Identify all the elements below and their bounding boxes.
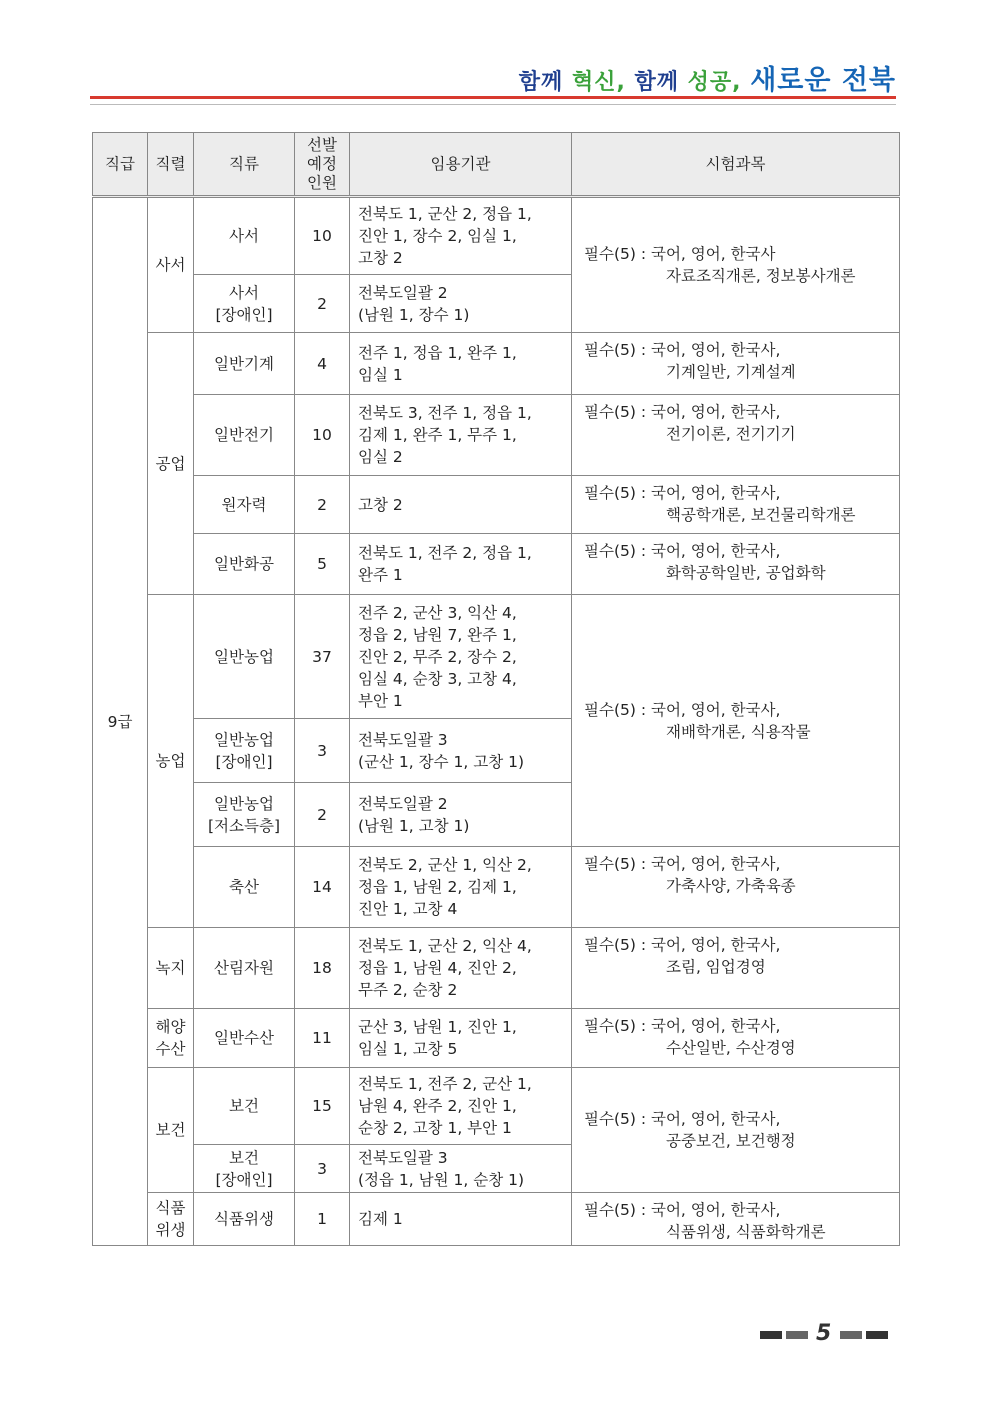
- footer-bar-left-2: [786, 1331, 808, 1339]
- table-row: [93, 928, 900, 1009]
- series-cell: 식품 위생: [148, 1193, 194, 1246]
- subjects-cell: [572, 595, 900, 847]
- table-header-row: [93, 133, 900, 197]
- header-subjects: 시험과목: [572, 133, 900, 197]
- subjects-line1: 필수(5) : 국어, 영어, 한국사,: [584, 484, 781, 502]
- subjects-line1: 필수(5) : 국어, 영어, 한국사,: [584, 700, 781, 719]
- subjects-line1: 필수(5) : 국어, 영어, 한국사,: [584, 936, 781, 954]
- header-count: 선발 예정 인원: [295, 133, 350, 197]
- class-cell: 일반전기: [194, 395, 295, 476]
- count-cell: 1: [295, 1193, 350, 1246]
- series-cell: 보건: [148, 1068, 194, 1193]
- subjects-line2: 핵공학개론, 보건물리학개론: [666, 506, 856, 524]
- agency-cell: 고창 2: [350, 476, 572, 534]
- subjects-line1: 필수(5) : 국어, 영어, 한국사,: [584, 855, 781, 873]
- series-cell: 사서: [148, 197, 194, 333]
- subjects-line2: 재배학개론, 식용작물: [666, 722, 811, 741]
- subjects-line2: 전기이론, 전기기기: [666, 425, 796, 443]
- series-cell: 해양 수산: [148, 1009, 194, 1068]
- agency-cell: 전북도 1, 전주 2, 군산 1, 남원 4, 완주 2, 진안 1, 순창 2, 고창 1, 부안 1: [350, 1068, 572, 1145]
- header-rule-gray: [90, 104, 896, 105]
- subjects-cell: [572, 395, 900, 476]
- table-row: [93, 395, 900, 476]
- subjects-line1: 필수(5) : 국어, 영어, 한국사,: [584, 1201, 781, 1219]
- class-cell: 원자력: [194, 476, 295, 534]
- class-cell: 일반기계: [194, 333, 295, 395]
- count-cell: 4: [295, 333, 350, 395]
- subjects-line2: 자료조직개론, 정보봉사개론: [666, 267, 856, 285]
- footer-bar-right-2: [866, 1331, 888, 1339]
- subjects-line1: 필수(5) : 국어, 영어, 한국사,: [584, 1017, 781, 1035]
- class-cell: 일반농업 [저소득층]: [194, 783, 295, 847]
- agency-cell: 전북도 2, 군산 1, 익산 2, 정읍 1, 남원 2, 김제 1, 진안 1, 고창 4: [350, 847, 572, 928]
- subjects-cell: [572, 1068, 900, 1193]
- grade-cell: 9급: [93, 197, 148, 1246]
- class-cell: 일반농업 [장애인]: [194, 719, 295, 783]
- table-row: [93, 1009, 900, 1068]
- agency-cell: 김제 1: [350, 1193, 572, 1246]
- agency-cell: 전북도일괄 2 (남원 1, 장수 1): [350, 275, 572, 333]
- count-cell: 3: [295, 1145, 350, 1193]
- subjects-line2: 조림, 임업경영: [666, 958, 766, 976]
- subjects-line2: 수산일반, 수산경영: [666, 1039, 796, 1057]
- subjects-cell: [572, 197, 900, 333]
- subjects-line1: 필수(5) : 국어, 영어, 한국사,: [584, 403, 781, 421]
- count-cell: 3: [295, 719, 350, 783]
- count-cell: 11: [295, 1009, 350, 1068]
- subjects-line1: 필수(5) : 국어, 영어, 한국사,: [584, 1110, 781, 1128]
- subjects-cell: [572, 1009, 900, 1068]
- agency-cell: 전북도일괄 3 (정읍 1, 남원 1, 순창 1): [350, 1145, 572, 1193]
- series-cell: 농업: [148, 595, 194, 928]
- count-cell: 2: [295, 783, 350, 847]
- agency-cell: 전북도일괄 3 (군산 1, 장수 1, 고창 1): [350, 719, 572, 783]
- table-row: [93, 1193, 900, 1246]
- agency-cell: 전주 2, 군산 3, 익산 4, 정읍 2, 남원 7, 완주 1, 진안 2, 무주 2, 장수 2, 임실 4, 순창 3, 고창 4, 부안 1: [350, 595, 572, 719]
- slogan-part1: 함께: [518, 70, 572, 95]
- class-cell: 식품위생: [194, 1193, 295, 1246]
- header-series: 직렬: [148, 133, 194, 197]
- table-row: [93, 1068, 900, 1145]
- header-class: 직류: [194, 133, 295, 197]
- count-cell: 2: [295, 275, 350, 333]
- count-cell: 18: [295, 928, 350, 1009]
- class-cell: 일반수산: [194, 1009, 295, 1068]
- table-row: [93, 534, 900, 595]
- subjects-line2: 기계일반, 기계설계: [666, 363, 796, 381]
- count-cell: 5: [295, 534, 350, 595]
- header-agency: 임용기관: [350, 133, 572, 197]
- footer-bar-left-1: [760, 1331, 782, 1339]
- class-cell: 일반화공: [194, 534, 295, 595]
- count-cell: 15: [295, 1068, 350, 1145]
- series-cell: 녹지: [148, 928, 194, 1009]
- class-cell: 축산: [194, 847, 295, 928]
- table-row: [93, 333, 900, 395]
- subjects-cell: [572, 534, 900, 595]
- subjects-cell: [572, 847, 900, 928]
- table-row: [93, 847, 900, 928]
- agency-cell: 전북도일괄 2 (남원 1, 고창 1): [350, 783, 572, 847]
- agency-cell: 군산 3, 남원 1, 진안 1, 임실 1, 고창 5: [350, 1009, 572, 1068]
- count-cell: 2: [295, 476, 350, 534]
- footer-bar-right-1: [840, 1331, 862, 1339]
- subjects-line2: 공중보건, 보건행정: [666, 1132, 796, 1150]
- subjects-cell: [572, 476, 900, 534]
- count-cell: 10: [295, 395, 350, 476]
- subjects-line1: 필수(5) : 국어, 영어, 한국사,: [584, 341, 781, 359]
- count-cell: 10: [295, 197, 350, 275]
- count-cell: 14: [295, 847, 350, 928]
- subjects-cell: [572, 333, 900, 395]
- subjects-line1: 필수(5) : 국어, 영어, 한국사,: [584, 542, 781, 560]
- subjects-cell: [572, 928, 900, 1009]
- agency-cell: 전주 1, 정읍 1, 완주 1, 임실 1: [350, 333, 572, 395]
- page-number: 5: [816, 1321, 832, 1346]
- subjects-line2: 식품위생, 식품화학개론: [666, 1223, 826, 1241]
- class-cell: 사서: [194, 197, 295, 275]
- subjects-line2: 가축사양, 가축육종: [666, 877, 796, 895]
- count-cell: 37: [295, 595, 350, 719]
- class-cell: 사서 [장애인]: [194, 275, 295, 333]
- agency-cell: 전북도 1, 군산 2, 정읍 1, 진안 1, 장수 2, 임실 1, 고창 2: [350, 197, 572, 275]
- slogan-part3: 함께: [634, 70, 688, 95]
- class-cell: 보건: [194, 1068, 295, 1145]
- subjects-line1: 필수(5) : 국어, 영어, 한국사: [584, 245, 776, 263]
- table-row: [93, 476, 900, 534]
- series-cell: 공업: [148, 333, 194, 595]
- class-cell: 일반농업: [194, 595, 295, 719]
- table-row: [93, 197, 900, 275]
- table-row: [93, 595, 900, 719]
- agency-cell: 전북도 1, 전주 2, 정읍 1, 완주 1: [350, 534, 572, 595]
- header-rule-red: [90, 96, 896, 99]
- slogan-part5: 새로운 전북: [750, 65, 896, 96]
- slogan-part2: 혁신,: [571, 70, 635, 95]
- subjects-cell: [572, 1193, 900, 1246]
- header-slogan: [519, 58, 896, 97]
- agency-cell: 전북도 1, 군산 2, 익산 4, 정읍 1, 남원 4, 진안 2, 무주 2, 순창 2: [350, 928, 572, 1009]
- header-grade: 직급: [93, 133, 148, 197]
- class-cell: 보건 [장애인]: [194, 1145, 295, 1193]
- class-cell: 산림자원: [194, 928, 295, 1009]
- agency-cell: 전북도 3, 전주 1, 정읍 1, 김제 1, 완주 1, 무주 1, 임실 2: [350, 395, 572, 476]
- slogan-part4: 성공,: [687, 70, 751, 95]
- subjects-line2: 화학공학일반, 공업화학: [666, 564, 826, 582]
- recruitment-table: [92, 132, 900, 1246]
- page-footer: [760, 1321, 890, 1345]
